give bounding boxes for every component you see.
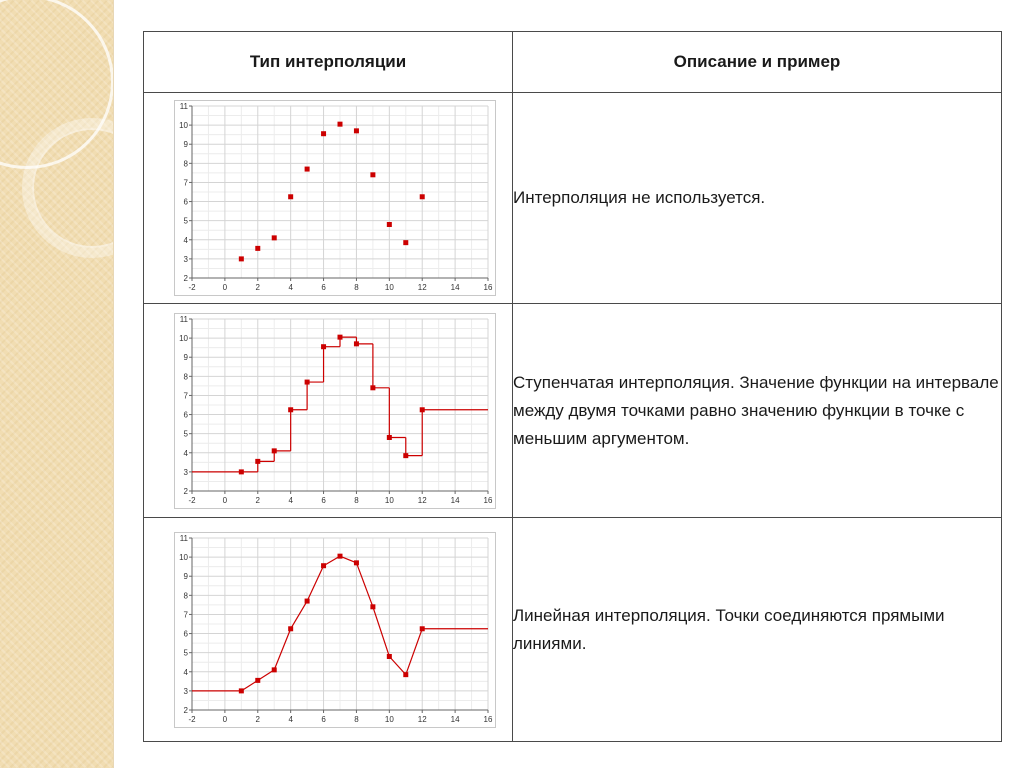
x-tick-label: 10 xyxy=(384,495,394,505)
data-point xyxy=(272,235,277,240)
data-point xyxy=(370,172,375,177)
data-point xyxy=(403,672,408,677)
data-point xyxy=(370,385,375,390)
y-tick-label: 11 xyxy=(179,314,188,324)
y-tick-label: 3 xyxy=(183,686,188,696)
y-tick-label: 2 xyxy=(183,705,188,715)
header-interpolation-type: Тип интерполяции xyxy=(144,32,513,93)
y-tick-label: 11 xyxy=(179,533,188,543)
chart-step-interpolation xyxy=(174,313,496,509)
data-point xyxy=(387,222,392,227)
data-point xyxy=(255,677,260,682)
x-tick-label: 2 xyxy=(255,283,261,292)
chart-frame xyxy=(175,532,496,727)
x-tick-label: 12 xyxy=(417,283,427,292)
x-tick-label: -2 xyxy=(188,495,196,505)
data-point xyxy=(255,458,260,463)
data-point xyxy=(272,448,277,453)
y-tick-label: 6 xyxy=(183,629,188,639)
description-cell: Интерполяция не используется. xyxy=(513,93,1002,304)
x-tick-label: -2 xyxy=(188,714,196,724)
y-tick-label: 10 xyxy=(179,333,188,343)
x-tick-label: 8 xyxy=(354,283,359,292)
data-point xyxy=(354,341,359,346)
data-point xyxy=(420,407,425,412)
x-tick-label: 6 xyxy=(321,283,326,292)
y-tick-label: 7 xyxy=(183,178,188,188)
x-tick-label: 16 xyxy=(483,283,493,292)
x-tick-label: -2 xyxy=(188,283,196,292)
x-tick-label: 12 xyxy=(417,714,427,724)
data-point xyxy=(354,560,359,565)
x-tick-label: 10 xyxy=(384,714,394,724)
y-tick-label: 5 xyxy=(183,429,188,439)
chart-linear-interpolation xyxy=(174,532,496,728)
plot-cell xyxy=(144,518,513,742)
y-tick-label: 9 xyxy=(183,352,188,362)
x-tick-label: 2 xyxy=(255,495,261,505)
data-point xyxy=(305,598,310,603)
data-point xyxy=(288,626,293,631)
y-tick-label: 8 xyxy=(183,371,188,381)
data-point xyxy=(403,240,408,245)
data-point xyxy=(272,667,277,672)
y-tick-label: 7 xyxy=(183,390,188,400)
x-tick-label: 16 xyxy=(483,714,493,724)
y-tick-label: 7 xyxy=(183,609,188,619)
data-point xyxy=(420,194,425,199)
x-tick-label: 0 xyxy=(222,283,228,292)
x-tick-label: 10 xyxy=(384,283,394,292)
y-tick-label: 4 xyxy=(183,667,188,677)
data-point xyxy=(288,407,293,412)
x-tick-label: 2 xyxy=(255,714,261,724)
y-tick-label: 5 xyxy=(183,648,188,658)
x-tick-label: 6 xyxy=(321,495,326,505)
data-point xyxy=(354,128,359,133)
table-row xyxy=(144,518,1002,742)
x-tick-label: 8 xyxy=(354,714,359,724)
data-point xyxy=(370,604,375,609)
data-point xyxy=(321,563,326,568)
chart-frame xyxy=(175,101,496,296)
chart-frame xyxy=(175,313,496,508)
x-tick-label: 14 xyxy=(450,283,460,292)
x-tick-label: 4 xyxy=(288,495,293,505)
data-point xyxy=(321,131,326,136)
data-point xyxy=(288,194,293,199)
data-point xyxy=(338,334,343,339)
plot-cell xyxy=(144,93,513,304)
x-tick-label: 14 xyxy=(450,495,460,505)
data-point xyxy=(338,553,343,558)
header-description: Описание и пример xyxy=(513,32,1002,93)
data-point xyxy=(239,469,244,474)
data-point xyxy=(387,653,392,658)
y-tick-label: 3 xyxy=(183,467,188,477)
data-point xyxy=(321,344,326,349)
y-tick-label: 11 xyxy=(179,102,188,111)
x-tick-label: 6 xyxy=(321,714,326,724)
data-point xyxy=(305,379,310,384)
data-point xyxy=(420,626,425,631)
x-tick-label: 8 xyxy=(354,495,359,505)
data-point xyxy=(403,453,408,458)
interpolation-table xyxy=(143,31,1002,742)
x-tick-label: 0 xyxy=(222,495,228,505)
data-point xyxy=(255,246,260,251)
y-tick-label: 6 xyxy=(183,410,188,420)
y-tick-label: 9 xyxy=(183,571,188,581)
y-tick-label: 6 xyxy=(183,197,188,207)
description-cell: Ступенчатая интерполяция. Значение функции на интервале между двумя точками равно значению функции в точке с меньшим аргументом. xyxy=(513,304,1002,518)
y-tick-label: 2 xyxy=(183,274,188,283)
data-point xyxy=(239,688,244,693)
y-tick-label: 5 xyxy=(183,216,188,226)
table-header-row xyxy=(144,32,1002,93)
y-tick-label: 4 xyxy=(183,235,188,245)
y-tick-label: 10 xyxy=(179,121,188,131)
x-tick-label: 4 xyxy=(288,714,293,724)
y-tick-label: 9 xyxy=(183,140,188,150)
data-point xyxy=(305,167,310,172)
x-tick-label: 12 xyxy=(417,495,427,505)
data-point xyxy=(338,122,343,127)
data-point xyxy=(387,434,392,439)
table-row xyxy=(144,93,1002,304)
y-tick-label: 2 xyxy=(183,486,188,496)
x-tick-label: 14 xyxy=(450,714,460,724)
description-cell: Линейная интерполяция. Точки соединяются прямыми линиями. xyxy=(513,518,1002,742)
x-tick-label: 4 xyxy=(288,283,293,292)
y-tick-label: 4 xyxy=(183,448,188,458)
x-tick-label: 16 xyxy=(483,495,493,505)
strip-edge xyxy=(113,0,114,768)
plot-cell xyxy=(144,304,513,518)
y-tick-label: 10 xyxy=(179,552,188,562)
y-tick-label: 8 xyxy=(183,590,188,600)
x-tick-label: 0 xyxy=(222,714,228,724)
y-tick-label: 8 xyxy=(183,159,188,169)
data-point xyxy=(239,256,244,261)
chart-no-interpolation xyxy=(174,100,496,296)
decorative-side-strip xyxy=(0,0,113,768)
table-row xyxy=(144,304,1002,518)
y-tick-label: 3 xyxy=(183,254,188,264)
